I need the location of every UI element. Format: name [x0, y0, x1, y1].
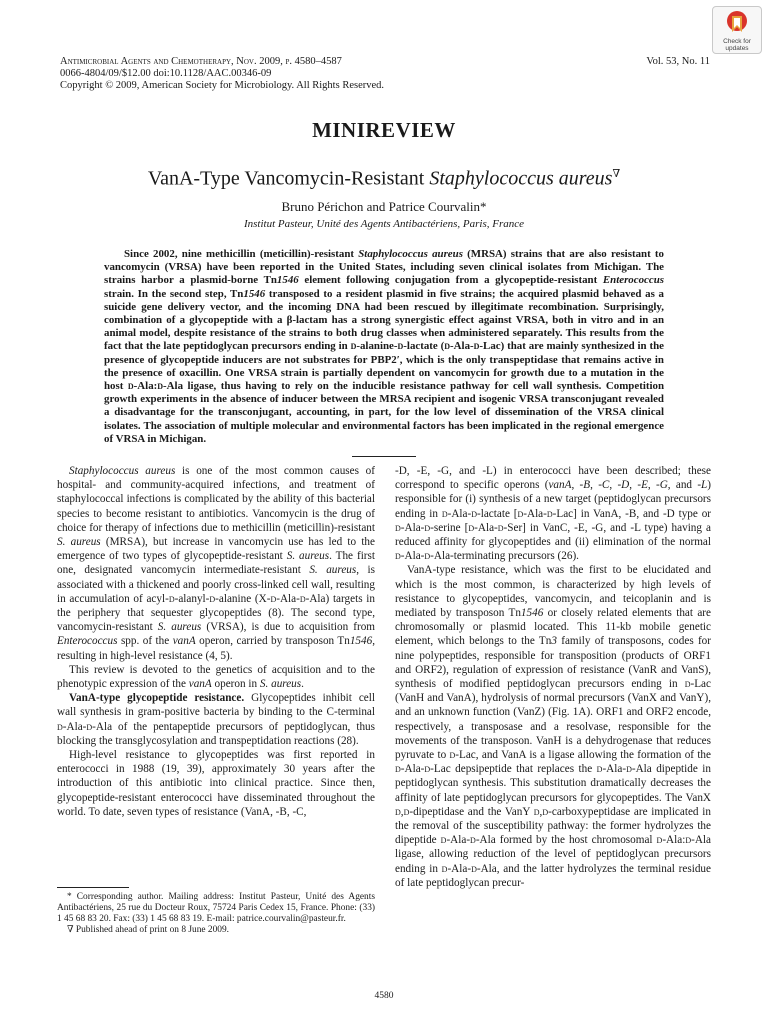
article-title	[0, 167, 768, 191]
volume-issue: Vol. 53, No. 11	[646, 56, 710, 67]
badge-line-2: updates	[725, 45, 749, 52]
footnotes	[57, 892, 375, 936]
title-footnote-mark: ∇	[612, 168, 621, 180]
footnote-divider	[57, 887, 129, 888]
issn-doi: 0066-4804/09/$12.00 doi:10.1128/AAC.00346-09	[60, 68, 272, 79]
copyright-notice: Copyright © 2009, American Society for Microbiology. All Rights Reserved.	[60, 80, 385, 91]
intro-paragraph-1: Staphylococcus aureus is one of the most common causes of hospital- and community-acquired infections, and treatment of staphylococcal infections is complicated by the ability of this bacterial species to become resistant to antibiotics. Vancomycin is the drug of choice for therapy of infections due to methicillin (meticillin)-resistant S. aureus (MRSA), but increase in vancomycin use has led to the emergence of two types of glycopeptide-resistant S. aureus. The first one, designated vancomycin intermediate-resistant S. aureus, is associated with a thickened and poorly cross-linked cell wall, resulting in accumulation of acyl-d-alanyl-d-alanine (X-d-Ala-d-Ala) targets in the periphery that sequester glycopeptides (8). The second type, vancomycin-resistant S. aureus (VRSA), is due to acquisition from Enterococcus spp. of the vanA operon, carried by transposon Tn1546, resulting in high-level resistance (4, 5).	[57, 465, 375, 662]
right-column	[395, 464, 711, 890]
vana-resistance-paragraph: VanA-type resistance, which was the first to be elucidated and which is the most common, is characterized by high levels of resistance to glycopeptides, vancomycin, and teicoplanin and is mediated by transposon Tn1546 or closely related elements that are chromosomally or plasmid located. This 11-kb mobile genetic element, which belongs to the Tn3 family of transposons, codes for nine polypeptides, responsible for transposition (products of ORF1 and ORF2), regulation of expression of resistance (VanR and VanS), synthesis of modified peptidoglycan precursors ending in d-Lac (VanH and VanA), hydrolysis of normal precursors (VanX and VanY), and an unknown function (VanZ) (Fig. 1A). ORF1 and ORF2 encode, respectively, a transposase and a resolvase, responsible for the movements of the transposon. VanH is a dehydrogenase that reduces pyruvate to d-Lac, and VanA is a ligase allowing the formation of the d-Ala-d-Lac depsipeptide that replaces the d-Ala-d-Ala dipeptide in peptidoglycan synthesis. This substitution dramatically decreases the affinity of late peptidoglycan precursors for glycopeptides. The VanX d,d-dipeptidase and the VanY d,d-carboxypeptidase are implicated in the removal of the susceptibility pathway: the former hydrolyzes the dipeptide d-Ala-d-Ala formed by the host chromosomal d-Ala:d-Ala ligase, allowing reduction of the level of peptidoglycan precursors ending in d-Ala-d-Ala, and the latter hydrolyzes the terminal residue of late peptidoglycan precur-	[395, 564, 712, 889]
badge-label	[713, 38, 761, 52]
section-label: MINIREVIEW	[312, 118, 456, 142]
journal-citation-text: Antimicrobial Agents and Chemotherapy, Nov. 2009, p. 4580–4587	[60, 56, 342, 67]
title-main: VanA-Type Vancomycin-Resistant	[147, 167, 430, 190]
author-list: Bruno Périchon and Patrice Courvalin*	[281, 199, 487, 214]
badge-line-1: Check for	[723, 38, 751, 45]
section-heading-vana: VanA-type glycopeptide resistance.	[69, 692, 245, 705]
section-vana-paragraph: VanA-type glycopeptide resistance. Glycopeptides inhibit cell wall synthesis in gram-positive bacteria by binding to the C-terminal d-Ala-d-Ala of the pentapeptide precursors of peptidoglycan, thus blocking the transglycosylation and transpeptidation reactions (28).	[57, 692, 375, 747]
operon-paragraph: -D, -E, -G, and -L) in enterococci have been described; these correspond to specific operons (vanA, -B, -C, -D, -E, -G, and -L) responsible for (i) synthesis of a new target (peptidoglycan precursors ending in d-Ala-d-lactate [d-Ala-d-Lac] in VanA, -B, and -D type or d-Ala-d-serine [d-Ala-d-Ser] in VanC, -E, -G, and -L type) having a reduced affinity for glycopeptides and (ii) elimination of the normal d-Ala-d-Ala-terminating precursors (26).	[395, 465, 712, 563]
footnote-publication-date: ∇ Published ahead of print on 8 June 2009.	[67, 925, 229, 935]
affiliation: Institut Pasteur, Unité des Agents Antibactériens, Paris, France	[243, 218, 525, 230]
abstract: Since 2002, nine methicillin (meticillin)-resistant Staphylococcus aureus (MRSA) strains that are also resistant to vancomycin (VRSA) have been reported in the United States, including seven clinical isolates from Michigan. The strains harbor a plasmid-borne Tn1546 element following conjugation from a glycopeptide-resistant Enterococcus strain. In the second step, Tn1546 transposed to a resident plasmid in five strains; the acquired plasmid behaved as a suicide gene delivery vector, and the incoming DNA had been rescued by illegitimate recombination. Surprisingly, combination of a glycopeptide with a β-lactam has a strong synergistic effect against VRSA, both in vitro and in an animal model, despite resistance of the strains to both drug classes when administered separately. This results from the fact that the late peptidoglycan precursors ending in d-alanine-d-lactate (d-Ala-d-Lac) that are mainly synthesized in the presence of glycopeptide inducers are not substrates for PBP2′, which is the only transpeptidase that remains active in the presence of oxacillin. One VRSA strain is partially dependent on vancomycin for growth due to a mutation in the host d-Ala:d-Ala ligase, thus having to rely on the inducible resistance pathway for cell wall synthesis. Competition growth experiments in the absence of inducer between the MRSA recipient and isogenic VRSA transconjugant revealed a disadvantage for the transconjugant, accounting, in part, for the low level of dissemination of the VRSA clinical isolates. The association of multiple molecular and environmental factors has been implicated in the regional emergence of VRSA in Michigan.	[104, 248, 665, 445]
left-column	[57, 464, 375, 819]
resistance-history-paragraph: High-level resistance to glycopeptides was first reported in enterococci in 1988 (19, 39), approximately 30 years after the introduction of this antibiotic into clinical practice. Since then, glycopeptide-resistant enterococci have disseminated throughout the world. To date, seven types of resistance (VanA, -B, -C,	[57, 749, 375, 818]
check-for-updates-badge[interactable]	[712, 6, 762, 54]
page-number: 4580	[374, 991, 394, 1001]
intro-paragraph-2: This review is devoted to the genetics of acquisition and to the phenotypic expression of the vanA operon in S. aureus.	[57, 663, 375, 691]
abstract-divider	[352, 456, 416, 457]
title-species: Staphylococcus aureus	[429, 167, 613, 190]
bookmark-icon	[726, 10, 748, 36]
footnote-corresponding-author: * Corresponding author. Mailing address: Institut Pasteur, Unité des Agents Antibactériens, 25 rue du Docteur Roux, 75724 Paris Cedex 15, France. Phone: (33) 1 45 68 83 20. Fax: (33) 1 45 68 83 19. E-mail: patrice.courvalin@pasteur.fr.	[57, 892, 375, 924]
journal-citation	[60, 56, 342, 68]
